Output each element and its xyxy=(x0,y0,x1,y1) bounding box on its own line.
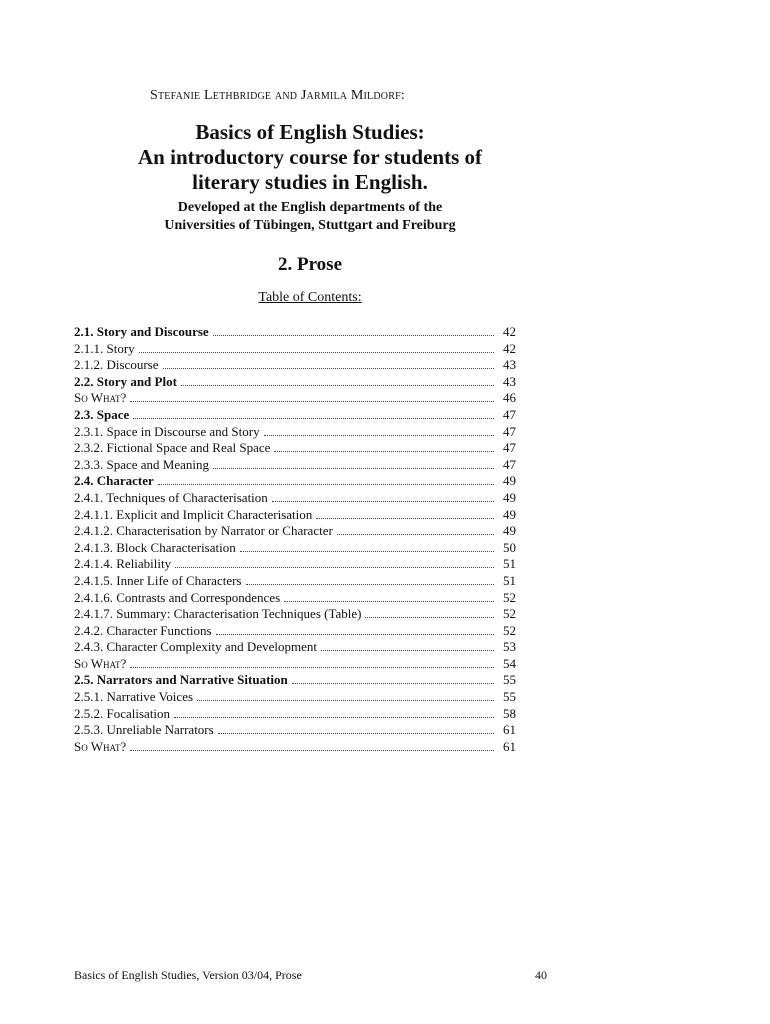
toc-dot-leader xyxy=(365,616,494,618)
toc-entry[interactable] xyxy=(74,590,516,607)
toc-entry-title: 2.4.1.5. Inner Life of Characters xyxy=(74,572,242,588)
toc-dot-leader xyxy=(213,334,494,336)
toc-entry-title: 2.4.1.3. Block Characterisation xyxy=(74,539,236,555)
title-line-3: literary studies in English. xyxy=(192,170,428,194)
toc-entry-title: So What? xyxy=(74,655,127,671)
toc-dot-leader xyxy=(181,384,494,386)
title-line-1: Basics of English Studies: xyxy=(195,120,425,144)
toc-dot-leader xyxy=(337,533,494,535)
toc-entry-title: 2.1.2. Discourse xyxy=(74,357,159,373)
toc-entry-page: 49 xyxy=(503,506,516,522)
toc-entry-title: 2.4.1.1. Explicit and Implicit Characterisation xyxy=(74,506,313,522)
toc-dot-leader xyxy=(321,649,494,651)
toc-entry-title: 2.4.1.4. Reliability xyxy=(74,556,172,572)
toc-entry-title: 2.3.3. Space and Meaning xyxy=(74,456,210,472)
section-heading: 2. Prose xyxy=(277,254,343,275)
toc-entry-title: 2.3. Space xyxy=(74,406,130,422)
toc-entry[interactable] xyxy=(74,374,516,391)
toc-entry[interactable] xyxy=(74,672,516,689)
toc-entry[interactable] xyxy=(74,324,516,341)
toc-dot-leader xyxy=(272,500,494,502)
toc-entry-title: 2.4.1.6. Contrasts and Correspondences xyxy=(74,589,281,605)
toc-entry[interactable] xyxy=(74,689,516,706)
toc-dot-leader xyxy=(264,434,494,436)
toc-dot-leader xyxy=(133,417,494,419)
toc-entry[interactable] xyxy=(74,706,516,723)
document-title xyxy=(80,120,540,235)
toc-entry-page: 51 xyxy=(503,572,516,588)
toc-entry-title: 2.5. Narrators and Narrative Situation xyxy=(74,672,288,688)
toc-entry[interactable] xyxy=(74,656,516,673)
toc-dot-leader xyxy=(197,699,494,701)
toc-dot-leader xyxy=(246,583,495,585)
toc-dot-leader xyxy=(130,666,494,668)
toc-entry-page: 52 xyxy=(503,622,516,638)
toc-entry-title: 2.5.2. Focalisation xyxy=(74,705,171,721)
toc-entry-page: 55 xyxy=(503,672,516,688)
subtitle-line-1: Developed at the English departments of the xyxy=(177,200,443,215)
toc-entry-title: 2.5.1. Narrative Voices xyxy=(74,689,194,705)
toc-entry[interactable] xyxy=(74,739,516,756)
toc-dot-leader xyxy=(316,517,494,519)
toc-entry-page: 43 xyxy=(503,373,516,389)
toc-entry-title: So What? xyxy=(74,738,127,754)
toc-entry-page: 42 xyxy=(503,324,516,339)
toc-entry-title: 2.4.1.7. Summary: Characterisation Techniques (Table) xyxy=(74,606,362,622)
subtitle-line-2: Universities of Tübingen, Stuttgart and Freiburg xyxy=(164,218,456,233)
toc-entry-page: 47 xyxy=(503,406,516,422)
footer-text: Basics of English Studies, Version 03/04, Prose xyxy=(74,968,302,982)
toc-entry[interactable] xyxy=(74,639,516,656)
toc-entry[interactable] xyxy=(74,390,516,407)
toc-entry-page: 49 xyxy=(503,473,516,489)
toc-entry[interactable] xyxy=(74,490,516,507)
toc-entry-title: 2.4.2. Character Functions xyxy=(74,622,212,638)
toc-entry[interactable] xyxy=(74,424,516,441)
table-of-contents xyxy=(74,324,516,755)
toc-entry[interactable] xyxy=(74,341,516,358)
toc-entry-page: 47 xyxy=(503,440,516,456)
toc-dot-leader xyxy=(158,483,494,485)
toc-entry-title: 2.1.1. Story xyxy=(74,340,135,356)
toc-entry-title: 2.3.1. Space in Discourse and Story xyxy=(74,423,260,439)
toc-entry-page: 51 xyxy=(503,556,516,572)
toc-entry[interactable] xyxy=(74,457,516,474)
toc-entry-page: 50 xyxy=(503,539,516,555)
toc-dot-leader xyxy=(218,732,494,734)
toc-dot-leader xyxy=(216,633,494,635)
toc-entry-page: 47 xyxy=(503,423,516,439)
toc-dot-leader xyxy=(130,749,494,751)
title-line-2: An introductory course for students of xyxy=(138,145,482,169)
toc-entry-page: 46 xyxy=(503,390,516,406)
toc-entry[interactable] xyxy=(74,722,516,739)
toc-entry-title: So What? xyxy=(74,390,127,406)
toc-entry-page: 52 xyxy=(503,606,516,622)
toc-dot-leader xyxy=(284,600,494,602)
toc-entry-page: 49 xyxy=(503,489,516,505)
toc-entry[interactable] xyxy=(74,556,516,573)
toc-entry-page: 49 xyxy=(503,523,516,539)
toc-dot-leader xyxy=(163,367,495,369)
toc-entry-page: 55 xyxy=(503,689,516,705)
toc-dot-leader xyxy=(274,450,494,452)
toc-dot-leader xyxy=(174,716,494,718)
toc-entry[interactable] xyxy=(74,507,516,524)
toc-entry-page: 42 xyxy=(503,340,516,356)
toc-entry-title: 2.1. Story and Discourse xyxy=(74,324,209,339)
toc-entry-page: 47 xyxy=(503,456,516,472)
toc-entry-title: 2.3.2. Fictional Space and Real Space xyxy=(74,440,271,456)
toc-entry[interactable] xyxy=(74,523,516,540)
toc-dot-leader xyxy=(139,351,494,353)
toc-entry[interactable] xyxy=(74,573,516,590)
page-number: 40 xyxy=(535,968,547,982)
toc-entry[interactable] xyxy=(74,407,516,424)
toc-entry-page: 61 xyxy=(503,738,516,754)
toc-dot-leader xyxy=(130,400,494,402)
toc-entry-page: 54 xyxy=(503,655,516,671)
toc-entry[interactable] xyxy=(74,440,516,457)
toc-entry-title: 2.4.3. Character Complexity and Development xyxy=(74,639,317,655)
toc-entry[interactable] xyxy=(74,623,516,640)
toc-entry[interactable] xyxy=(74,473,516,490)
toc-dot-leader xyxy=(213,467,494,469)
toc-entry-title: 2.4.1. Techniques of Characterisation xyxy=(74,489,268,505)
toc-entry[interactable] xyxy=(74,540,516,557)
toc-label: Table of Contents: xyxy=(258,290,362,305)
toc-entry-page: 43 xyxy=(503,357,516,373)
toc-entry-title: 2.5.3. Unreliable Narrators xyxy=(74,722,214,738)
toc-entry-title: 2.2. Story and Plot xyxy=(74,373,177,389)
authors-line: Stefanie Lethbridge and Jarmila Mildorf: xyxy=(150,88,405,103)
toc-dot-leader xyxy=(292,682,494,684)
toc-entry-page: 53 xyxy=(503,639,516,655)
toc-dot-leader xyxy=(175,566,494,568)
toc-entry-title: 2.4.1.2. Characterisation by Narrator or Character xyxy=(74,523,333,539)
toc-entry[interactable] xyxy=(74,606,516,623)
toc-entry[interactable] xyxy=(74,357,516,374)
toc-entry-page: 58 xyxy=(503,705,516,721)
toc-entry-title: 2.4. Character xyxy=(74,473,154,489)
toc-dot-leader xyxy=(240,550,494,552)
toc-entry-page: 52 xyxy=(503,589,516,605)
toc-entry-page: 61 xyxy=(503,722,516,738)
